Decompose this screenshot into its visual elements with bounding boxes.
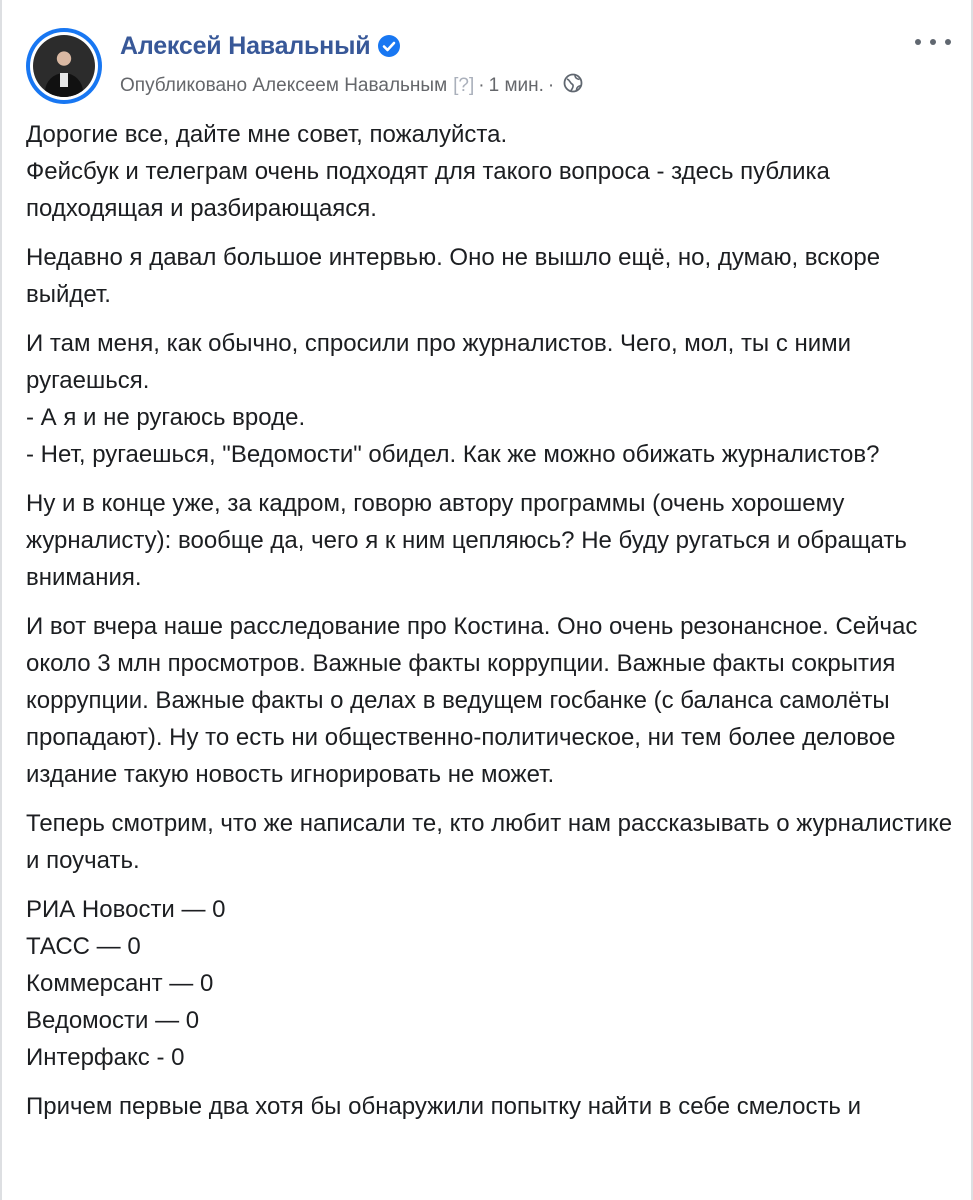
more-dot: [945, 39, 951, 45]
post-paragraph: И вот вчера наше расследование про Костина. Оно очень резонансное. Сейчас около 3 млн просмотров. Важные факты коррупции. Важные факты сокрытия коррупции. Важные факты о делах в ведущем госбанке (с баланса самолёты пропадают). Ну то есть ни общественно-политическое, ни тем более деловое издание такую новость игнорировать не может.: [26, 613, 918, 788]
meta-separator-2: ·: [547, 75, 555, 96]
post-paragraph: Недавно я давал большое интервью. Оно не вышло ещё, но, думаю, вскоре выйдет.: [26, 244, 881, 308]
post-meta: [120, 72, 584, 100]
published-by-text: Опубликовано Алексеем Навальным: [120, 75, 448, 96]
post-paragraph: Теперь смотрим, что же написали те, кто любит нам рассказывать о журналистике и поучать.: [26, 810, 953, 874]
more-dot: [930, 39, 936, 45]
more-dot: [915, 39, 921, 45]
avatar-border: [30, 32, 98, 100]
post-text: [26, 116, 956, 1137]
avatar[interactable]: [26, 28, 102, 104]
post-timestamp-link[interactable]: 1 мин.: [488, 75, 544, 96]
verified-badge-icon: [378, 35, 400, 57]
post-paragraph: Причем первые два хотя бы обнаружили попытку найти в себе смелость и: [26, 1093, 862, 1120]
post-paragraph: Дорогие все, дайте мне совет, пожалуйста. Фейсбук и телеграм очень подходят для такого вопроса - здесь публика подходящая и разбирающаяся.: [26, 121, 830, 222]
meta-separator: ·: [478, 75, 485, 96]
author-name-link[interactable]: Алексей Навальный: [120, 31, 371, 60]
globe-icon[interactable]: [562, 72, 584, 100]
avatar-photo: [33, 35, 95, 97]
help-link[interactable]: [?]: [453, 75, 475, 96]
more-options-icon[interactable]: [915, 32, 951, 52]
post-paragraph: Ну и в конце уже, за кадром, говорю автору программы (очень хорошему журналисту): вообще да, чего я к ним цепляюсь? Не буду ругаться и обращать внимания.: [26, 490, 907, 591]
post-paragraph: И там меня, как обычно, спросили про журналистов. Чего, мол, ты с ними ругаешься. - А я и не ругаюсь вроде. - Нет, ругаешься, "Ведомости" обидел. Как же можно обижать журналистов?: [26, 330, 880, 468]
post-paragraph: РИА Новости — 0 ТАСС — 0 Коммерсант — 0 Ведомости — 0 Интерфакс - 0: [26, 896, 226, 1071]
post-header: [26, 28, 951, 104]
author-row: [120, 30, 400, 62]
avatar-shirt-shape: [60, 73, 68, 87]
